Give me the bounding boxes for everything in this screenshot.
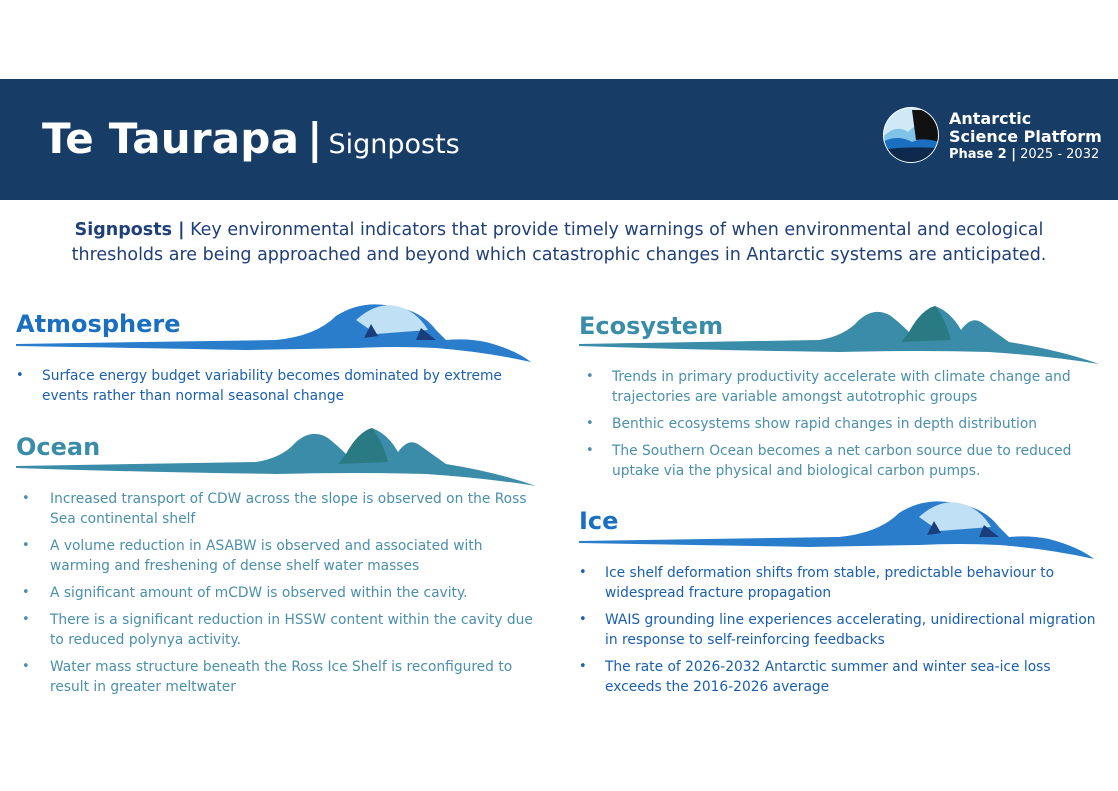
page-title <box>42 114 460 163</box>
bullet-dot-icon: • <box>22 659 30 674</box>
list-item <box>586 367 1106 407</box>
list-item-text: WAIS grounding line experiences accelerating, unidirectional migration in response to self-reinforcing feedbacks <box>605 612 1096 648</box>
bullet-dot-icon: • <box>586 416 594 431</box>
atmosphere-list <box>16 366 546 413</box>
list-item <box>22 610 542 650</box>
logo-text <box>949 110 1102 164</box>
atmosphere-title: Atmosphere <box>16 310 181 338</box>
list-item <box>579 563 1107 603</box>
bullet-dot-icon: • <box>579 565 587 580</box>
ocean-wave-icon <box>16 424 540 490</box>
antarctic-platform-logo-icon <box>882 106 940 164</box>
logo-years: 2025 - 2032 <box>1020 147 1100 162</box>
logo-line-3 <box>949 146 1102 164</box>
bullet-dot-icon: • <box>586 443 594 458</box>
list-item-text: Benthic ecosystems show rapid changes in depth distribution <box>612 416 1038 432</box>
list-item <box>22 536 542 576</box>
ocean-title: Ocean <box>16 433 101 461</box>
list-item-text: Trends in primary productivity accelerate with climate change and trajectories are variable amongst autotrophic groups <box>612 369 1071 405</box>
intro-text: Key environmental indicators that provide timely warnings of when environmental and ecological thresholds are being approached and beyond which catastrophic changes in Antarctic systems are anticipated. <box>71 220 1047 265</box>
logo-phase: Phase 2 | <box>949 147 1016 162</box>
list-item-text: The Southern Ocean becomes a net carbon source due to reduced uptake via the physical and biological carbon pumps. <box>612 443 1072 479</box>
list-item <box>22 583 542 603</box>
bullet-dot-icon: • <box>22 538 30 553</box>
list-item-text: A volume reduction in ASABW is observed and associated with warming and freshening of dense shelf water masses <box>50 538 483 574</box>
ice-title: Ice <box>579 507 619 535</box>
list-item <box>579 610 1107 650</box>
ocean-list <box>22 489 542 704</box>
ocean-wave-icon <box>579 302 1103 368</box>
page-title-separator: | <box>307 114 323 163</box>
list-item <box>22 657 542 697</box>
list-item <box>586 414 1106 434</box>
bullet-dot-icon: • <box>579 612 587 627</box>
bullet-dot-icon: • <box>22 612 30 627</box>
list-item <box>22 489 542 529</box>
ecosystem-title: Ecosystem <box>579 312 724 340</box>
ice-list <box>579 563 1107 704</box>
list-item-text: Increased transport of CDW across the slope is observed on the Ross Sea continental shelf <box>50 491 527 527</box>
ice-wave-icon <box>16 300 536 366</box>
list-item <box>586 441 1106 481</box>
list-item-text: A significant amount of mCDW is observed within the cavity. <box>50 585 468 601</box>
bullet-dot-icon: • <box>22 585 30 600</box>
list-item-text: Surface energy budget variability becomes dominated by extreme events rather than normal seasonal change <box>42 368 502 404</box>
bullet-dot-icon: • <box>22 491 30 506</box>
list-item-text: There is a significant reduction in HSSW content within the cavity due to reduced polynya activity. <box>50 612 533 648</box>
list-item <box>16 366 546 406</box>
intro-lead: Signposts | <box>74 220 185 240</box>
logo-line-1: Antarctic <box>949 109 1032 128</box>
page-title-main: Te Taurapa <box>42 114 300 163</box>
list-item <box>579 657 1107 697</box>
logo-line-2: Science Platform <box>949 127 1102 146</box>
intro-paragraph <box>40 218 1078 268</box>
list-item-text: The rate of 2026-2032 Antarctic summer and winter sea-ice loss exceeds the 2016-2026 average <box>605 659 1051 695</box>
bullet-dot-icon: • <box>16 368 24 383</box>
page-title-subtitle: Signposts <box>328 129 460 160</box>
bullet-dot-icon: • <box>586 369 594 384</box>
bullet-dot-icon: • <box>579 659 587 674</box>
list-item-text: Ice shelf deformation shifts from stable, predictable behaviour to widespread fracture propagation <box>605 565 1055 601</box>
ice-wave-icon <box>579 497 1099 563</box>
list-item-text: Water mass structure beneath the Ross Ice Shelf is reconfigured to result in greater meltwater <box>50 659 513 695</box>
ecosystem-list <box>586 367 1106 488</box>
